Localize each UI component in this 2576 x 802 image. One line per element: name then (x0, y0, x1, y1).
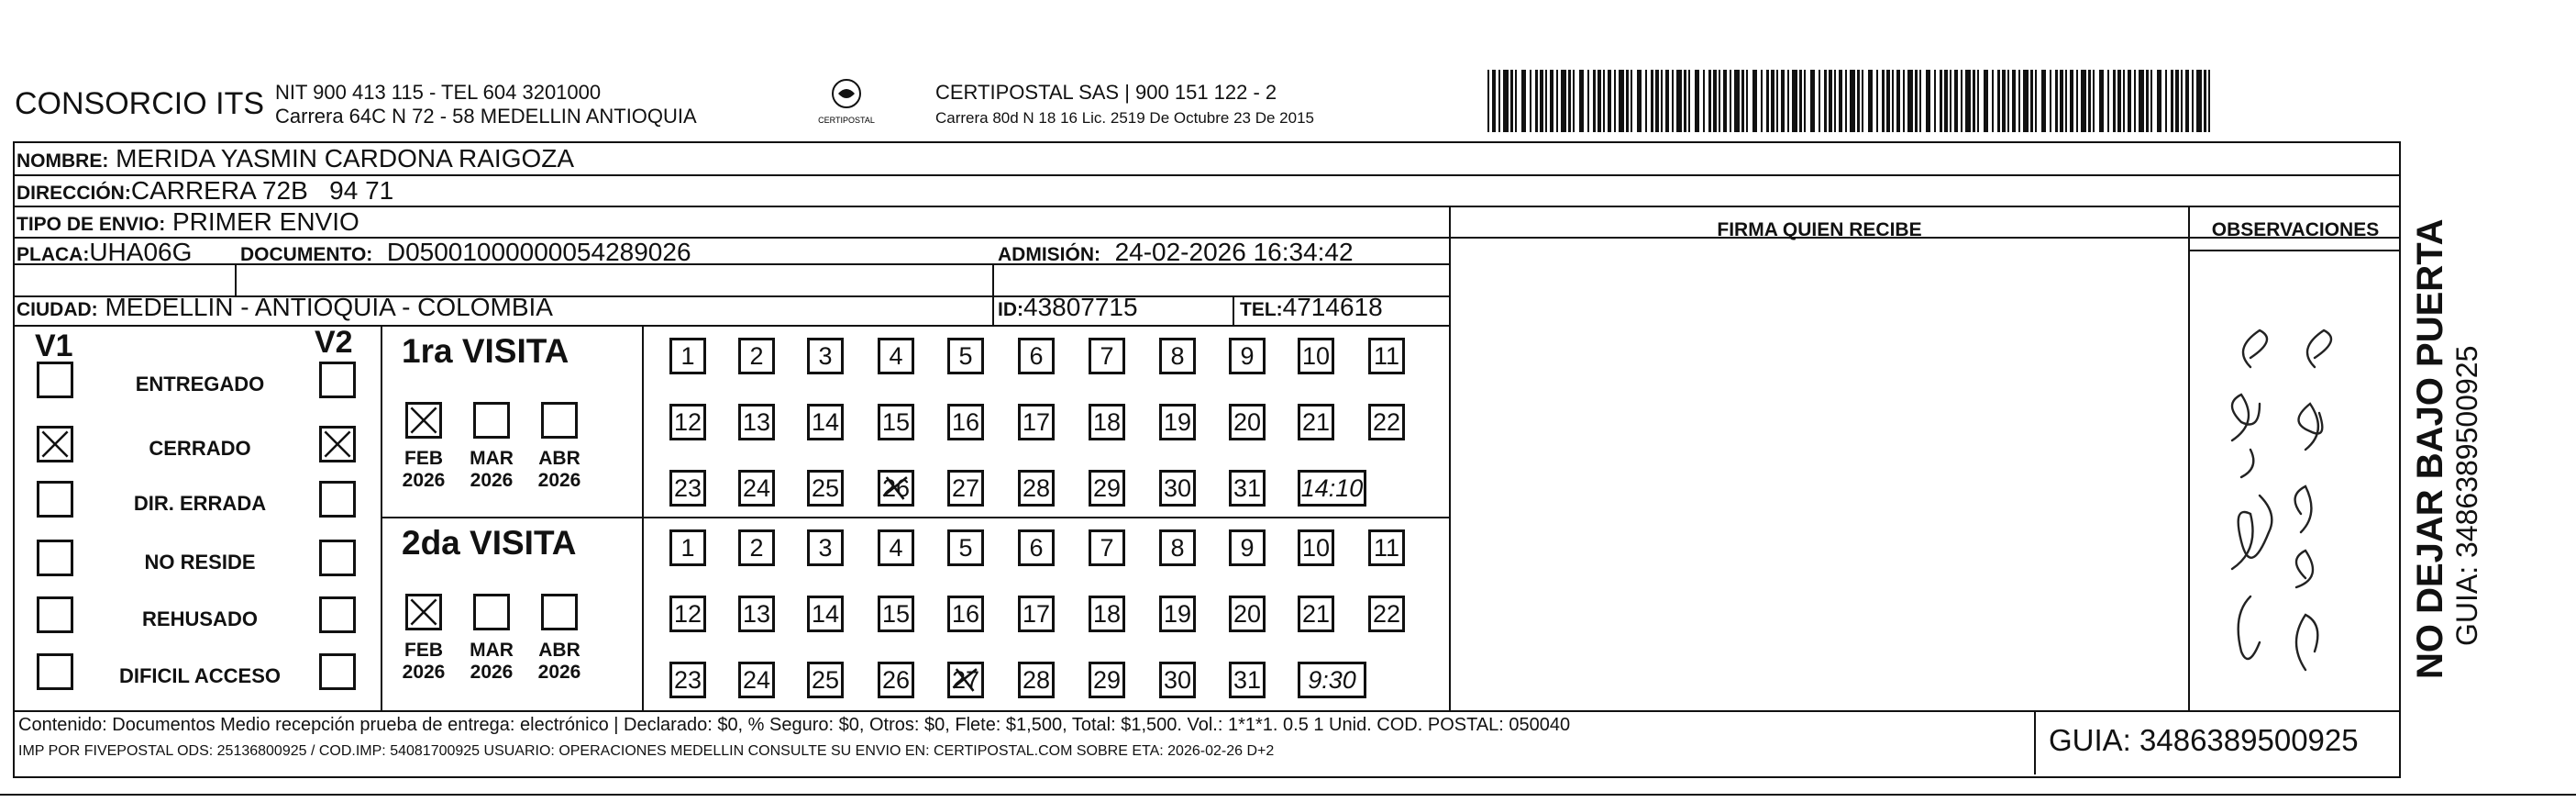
barcode-bar (1824, 70, 1827, 132)
barcode-bar (1746, 70, 1748, 132)
barcode-bar (1776, 70, 1778, 132)
barcode-bar (2146, 70, 2149, 132)
barcode-bar (1661, 70, 1663, 132)
carrier-address: Carrera 80d N 18 16 Lic. 2519 De Octubre 23 De 2015 (935, 109, 1314, 127)
day-box[interactable]: 16 (947, 404, 984, 440)
day-box[interactable]: 3 (807, 338, 844, 374)
day-box[interactable]: 20 (1229, 596, 1266, 632)
barcode-bar (1761, 70, 1763, 132)
barcode-bar (1950, 70, 1951, 132)
barcode-bar (1876, 70, 1878, 132)
day-box[interactable]: 21 (1298, 404, 1334, 440)
status-label: REHUSADO (142, 607, 258, 630)
recipient-address: CARRERA 72B 94 71 (130, 176, 394, 205)
barcode-bar (1614, 70, 1616, 132)
day-box[interactable]: 13 (738, 596, 775, 632)
barcode-bar (1626, 70, 1629, 132)
barcode-bar (1619, 70, 1624, 132)
barcode-bar (1741, 70, 1744, 132)
month-checkbox[interactable] (473, 594, 510, 630)
barcode-bar (2041, 70, 2046, 132)
barcode-bar (1839, 70, 1842, 132)
barcode-bar (1886, 70, 1890, 132)
day-box[interactable]: 6 (1018, 338, 1055, 374)
barcode-bar (2117, 70, 2121, 132)
footer-imp: IMP POR FIVEPOSTAL ODS: 25136800925 / COD.IMP: 54081700925 USUARIO: OPERACIONES MEDELLIN CONSULTE SU ENVIO EN: CERTIPOSTAL.COM SOBRE ETA: 2026-02-26 D+2 (18, 743, 1275, 759)
day-box[interactable]: 31 (1229, 470, 1266, 507)
barcode-bar (1992, 70, 1994, 132)
barcode-bar (1907, 70, 1913, 132)
barcode-bar (2185, 70, 2189, 132)
barcode-bar (2002, 70, 2006, 132)
v1-checkbox-6[interactable] (37, 653, 73, 690)
barcode-bar (2139, 70, 2144, 132)
city-field: CIUDAD: MEDELLIN - ANTIOQUIA - COLOMBIA (17, 293, 553, 321)
month-label: FEB 2026 (402, 640, 446, 683)
footer-content: Contenido: Documentos Medio recepción prueba de entrega: electrónico | Declarado: $0, % Seguro: $0, Otros: $0, Flete: $1,500, Total: $1,500. Vol.: 1*1*1. 0.5 1 Unid. COD. POSTAL: 050040 (18, 715, 1571, 735)
barcode-bar (1915, 70, 1918, 132)
barcode-bar (2081, 70, 2086, 132)
barcode-bar (1631, 70, 1632, 132)
barcode-bar (1903, 70, 1905, 132)
v2-checkbox-2[interactable] (319, 426, 356, 462)
status-label: DIFICIL ACCESO (118, 664, 281, 687)
barcode-bar (2023, 70, 2029, 132)
barcode-bar (1688, 70, 1690, 132)
barcode-bar (1752, 70, 1757, 132)
month-checkbox[interactable] (541, 402, 578, 439)
barcode-bar (1713, 70, 1717, 132)
day-box[interactable]: 23 (669, 662, 706, 698)
v2-checkbox-5[interactable] (319, 596, 356, 633)
day-box[interactable]: 23 (669, 470, 706, 507)
barcode-bar (1521, 70, 1526, 132)
barcode-bar (1940, 70, 1942, 132)
day-box[interactable]: 13 (738, 404, 775, 440)
day-box[interactable]: 9 (1229, 529, 1266, 566)
time-box[interactable]: 9:30 (1298, 662, 1366, 698)
barcode-bar (2204, 70, 2206, 132)
day-box[interactable]: 25 (807, 662, 844, 698)
barcode-bar (1734, 70, 1740, 132)
barcode-bar (2060, 70, 2063, 132)
barcode-bar (2123, 70, 2125, 132)
barcode-bar (2065, 70, 2067, 132)
scan-edge (0, 785, 2576, 791)
day-box[interactable]: 25 (807, 470, 844, 507)
barcode-bar (1781, 70, 1785, 132)
barcode-bar (1535, 70, 1538, 132)
day-box[interactable]: 24 (738, 662, 775, 698)
ship-type: PRIMER ENVIO (171, 207, 359, 236)
signature-title: FIRMA QUIEN RECIBE (1717, 219, 1922, 240)
v1-checkbox-3[interactable] (37, 481, 73, 518)
barcode-bar (1568, 70, 1571, 132)
barcode-bar (1587, 70, 1589, 132)
barcode-bar (1503, 70, 1509, 132)
barcode-bar (1804, 70, 1806, 132)
day-box[interactable]: 2 (738, 529, 775, 566)
day-box[interactable]: 4 (878, 529, 914, 566)
day-box[interactable]: 8 (1159, 338, 1196, 374)
barcode-bar (1723, 70, 1727, 132)
month-label: MAR 2026 (470, 448, 514, 491)
day-box[interactable]: 26 (878, 470, 914, 507)
status-label: ENTREGADO (135, 373, 265, 395)
recipient-name-row: NOMBRE: MERIDA YASMIN CARDONA RAIGOZA (17, 144, 575, 173)
barcode-bar (1973, 70, 1975, 132)
month-label: ABR 2026 (537, 640, 581, 683)
day-box[interactable]: 26 (878, 662, 914, 698)
recipient-address-row: DIRECCIÓN:CARRERA 72B 94 71 (17, 176, 394, 205)
barcode-bar (1645, 70, 1647, 132)
barcode-bar (2181, 70, 2183, 132)
footer-guia: GUIA: 3486389500925 (2049, 723, 2359, 757)
barcode-bar (2093, 70, 2095, 132)
barcode-bar (1676, 70, 1682, 132)
barcode-bar (1862, 70, 1863, 132)
day-box[interactable]: 9 (1229, 338, 1266, 374)
side-warning: NO DEJAR BAJO PUERTA (2410, 218, 2450, 679)
barcode-bar (1492, 70, 1496, 132)
day-box[interactable]: 17 (1018, 596, 1055, 632)
barcode-bar (1896, 70, 1900, 132)
handwritten-observations (2195, 266, 2397, 705)
day-box[interactable]: 1 (669, 338, 706, 374)
month-checkbox[interactable] (405, 402, 442, 439)
day-box[interactable]: 22 (1368, 404, 1405, 440)
barcode-bar (1868, 70, 1873, 132)
barcode-bar (1984, 70, 1988, 132)
barcode-bar (2030, 70, 2033, 132)
plate-field: PLACA:UHA06G (17, 238, 193, 266)
status-label: CERRADO (149, 437, 251, 460)
day-box[interactable]: 29 (1089, 470, 1125, 507)
barcode-bar (1695, 70, 1699, 132)
barcode-bar (1573, 70, 1575, 132)
barcode-bar (1603, 70, 1605, 132)
day-box[interactable]: 16 (947, 596, 984, 632)
barcode-bar (1719, 70, 1720, 132)
barcode-bar (1598, 70, 1601, 132)
v2-checkbox-4[interactable] (319, 540, 356, 576)
day-box[interactable]: 27 (947, 662, 984, 698)
v1-checkbox-1[interactable] (37, 362, 73, 398)
v2-checkbox-3[interactable] (319, 481, 356, 518)
barcode-bar (1792, 70, 1797, 132)
day-box[interactable]: 27 (947, 470, 984, 507)
day-box[interactable]: 15 (878, 596, 914, 632)
barcode-bar (1487, 70, 1489, 132)
company-nit: NIT 900 413 115 - TEL 604 3201000 (275, 81, 602, 104)
barcode-bar (1593, 70, 1596, 132)
visit-title: 2da VISITA (402, 524, 577, 562)
barcode-bar (1965, 70, 1971, 132)
month-checkbox[interactable] (541, 594, 578, 630)
day-box[interactable]: 11 (1368, 529, 1405, 566)
day-box[interactable]: 19 (1159, 404, 1196, 440)
barcode-bar (1771, 70, 1774, 132)
day-box[interactable]: 3 (807, 529, 844, 566)
barcode-bar (1498, 70, 1500, 132)
barcode-bar (2099, 70, 2104, 132)
day-box[interactable]: 17 (1018, 404, 1055, 440)
day-box[interactable]: 10 (1298, 338, 1334, 374)
day-box[interactable]: 12 (669, 404, 706, 440)
barcode-bar (2208, 70, 2210, 132)
barcode-bar (2055, 70, 2058, 132)
barcode-bar (2157, 70, 2161, 132)
visit-title: 1ra VISITA (402, 332, 569, 370)
barcode-bar (1579, 70, 1584, 132)
barcode-bar (2076, 70, 2078, 132)
barcode-bar (1892, 70, 1894, 132)
day-box[interactable]: 8 (1159, 529, 1196, 566)
barcode-bar (2012, 70, 2016, 132)
barcode-bar (1819, 70, 1820, 132)
day-box[interactable]: 30 (1159, 662, 1196, 698)
day-box[interactable]: 11 (1368, 338, 1405, 374)
barcode-bar (2050, 70, 2051, 132)
v2-checkbox-6[interactable] (319, 653, 356, 690)
day-box[interactable]: 18 (1089, 596, 1125, 632)
document-field: DOCUMENTO: D05001000000054289026 (240, 238, 691, 266)
day-box[interactable]: 24 (738, 470, 775, 507)
barcode-bar (1810, 70, 1815, 132)
day-box[interactable]: 19 (1159, 596, 1196, 632)
month-label: FEB 2026 (402, 448, 446, 491)
day-box[interactable]: 2 (738, 338, 775, 374)
barcode-bar (2171, 70, 2173, 132)
admission-field: ADMISIÓN: 24-02-2026 16:34:42 (998, 238, 1354, 266)
day-box[interactable]: 4 (878, 338, 914, 374)
barcode-bar (1766, 70, 1769, 132)
certipostal-logo (813, 75, 880, 132)
barcode-bar (1944, 70, 1948, 132)
barcode-bar (2035, 70, 2037, 132)
barcode-bar (1961, 70, 1962, 132)
day-box[interactable]: 14 (807, 596, 844, 632)
day-box[interactable]: 1 (669, 529, 706, 566)
barcode-bar (1954, 70, 1958, 132)
barcode-bar (1882, 70, 1885, 132)
day-box[interactable]: 7 (1089, 529, 1125, 566)
barcode-bar (1730, 70, 1731, 132)
barcode-bar (1530, 70, 1531, 132)
day-box[interactable]: 21 (1298, 596, 1334, 632)
barcode-bar (1545, 70, 1547, 132)
barcode-bar (1556, 70, 1558, 132)
day-box[interactable]: 28 (1018, 470, 1055, 507)
barcode-bar (1834, 70, 1836, 132)
barcode-bar (1561, 70, 1566, 132)
barcode-bar (2134, 70, 2136, 132)
barcode-bar (2070, 70, 2073, 132)
day-box[interactable]: 31 (1229, 662, 1266, 698)
barcode-bar (1665, 70, 1669, 132)
day-box[interactable]: 20 (1229, 404, 1266, 440)
barcode-bar (1540, 70, 1543, 132)
barcode-bar (2007, 70, 2009, 132)
svg-text:CERTIPOSTAL: CERTIPOSTAL (818, 116, 875, 125)
barcode-bar (1637, 70, 1642, 132)
barcode-bar (2192, 70, 2194, 132)
barcode-bar (1510, 70, 1513, 132)
ship-type-row: TIPO DE ENVIO: PRIMER ENVIO (17, 207, 359, 236)
carrier-name: CERTIPOSTAL SAS | 900 151 122 - 2 (935, 81, 1277, 104)
barcode-bar (2088, 70, 2091, 132)
barcode-bar (2113, 70, 2116, 132)
day-box[interactable]: 15 (878, 404, 914, 440)
barcode-bar (1787, 70, 1789, 132)
barcode-bar (2196, 70, 2202, 132)
month-checkbox[interactable] (473, 402, 510, 439)
barcode-bar (1684, 70, 1686, 132)
v1-label: V1 (35, 329, 73, 363)
barcode-bar (1608, 70, 1611, 132)
barcode-bar (1977, 70, 1979, 132)
company-name: CONSORCIO ITS (15, 86, 265, 121)
day-box[interactable]: 28 (1018, 662, 1055, 698)
v2-label: V2 (315, 325, 353, 360)
month-label: ABR 2026 (537, 448, 581, 491)
barcode-bar (1703, 70, 1705, 132)
barcode-bar (1850, 70, 1855, 132)
day-box[interactable]: 30 (1159, 470, 1196, 507)
barcode-bar (1934, 70, 1936, 132)
company-address: Carrera 64C N 72 - 58 MEDELLIN ANTIOQUIA (275, 105, 697, 128)
id-field: ID:43807715 (998, 293, 1138, 321)
barcode-bar (2150, 70, 2152, 132)
observations-title: OBSERVACIONES (2211, 219, 2380, 240)
barcode-bar (1672, 70, 1674, 132)
v1-checkbox-5[interactable] (37, 596, 73, 633)
v2-checkbox-1[interactable] (319, 362, 356, 398)
day-box[interactable]: 29 (1089, 662, 1125, 698)
day-box[interactable]: 22 (1368, 596, 1405, 632)
day-box[interactable]: 14 (807, 404, 844, 440)
day-box[interactable]: 5 (947, 529, 984, 566)
barcode-bar (1651, 70, 1653, 132)
month-checkbox[interactable] (405, 594, 442, 630)
tel-field: TEL:4714618 (1240, 293, 1383, 321)
day-box[interactable]: 6 (1018, 529, 1055, 566)
day-box[interactable]: 5 (947, 338, 984, 374)
barcode-bar (1515, 70, 1517, 132)
barcode (1487, 70, 2217, 132)
day-box[interactable]: 18 (1089, 404, 1125, 440)
barcode-bar (1926, 70, 1930, 132)
day-box[interactable]: 12 (669, 596, 706, 632)
time-box[interactable]: 14:10 (1298, 470, 1366, 507)
side-guia: GUIA: 3486389500925 (2450, 345, 2483, 646)
month-label: MAR 2026 (470, 640, 514, 683)
barcode-bar (1997, 70, 2000, 132)
barcode-bar (1845, 70, 1847, 132)
barcode-bar (1829, 70, 1832, 132)
barcode-bar (1919, 70, 1921, 132)
barcode-bar (1550, 70, 1553, 132)
status-label: DIR. ERRADA (133, 492, 267, 515)
barcode-bar (2175, 70, 2179, 132)
status-label: NO RESIDE (144, 551, 256, 574)
barcode-bar (1655, 70, 1659, 132)
v1-checkbox-2[interactable] (37, 426, 73, 462)
recipient-name: MERIDA YASMIN CARDONA RAIGOZA (116, 144, 575, 173)
barcode-bar (1708, 70, 1711, 132)
barcode-bar (2107, 70, 2109, 132)
barcode-bar (2128, 70, 2131, 132)
barcode-bar (2018, 70, 2020, 132)
barcode-bar (1799, 70, 1802, 132)
barcode-bar (1857, 70, 1860, 132)
day-box[interactable]: 7 (1089, 338, 1125, 374)
v1-checkbox-4[interactable] (37, 540, 73, 576)
barcode-bar (2165, 70, 2167, 132)
day-box[interactable]: 10 (1298, 529, 1334, 566)
